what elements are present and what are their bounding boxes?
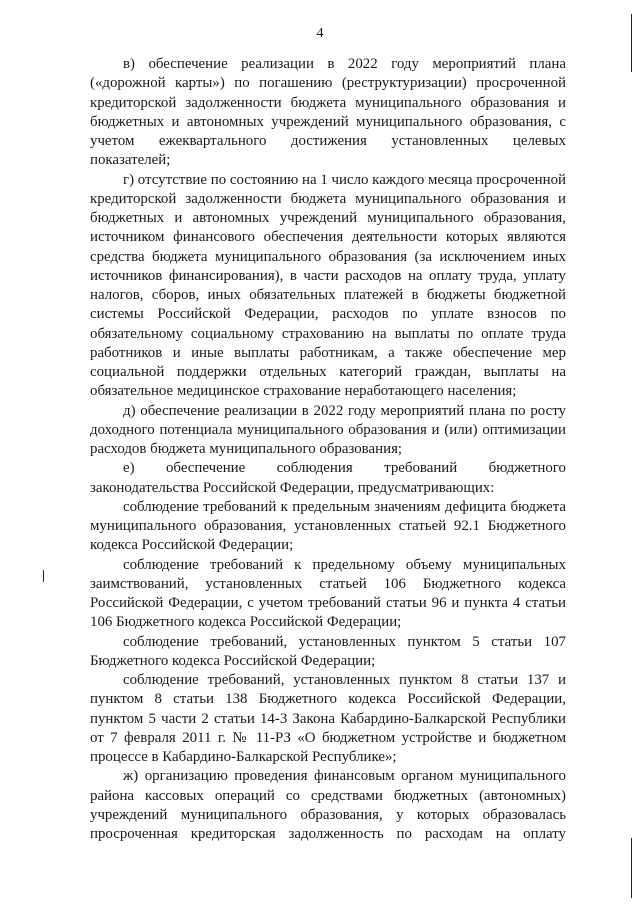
document-body	[90, 55, 566, 844]
paragraph-v: в) обеспечение реализации в 2022 году мероприятий плана («дорожной карты») по погашению (реструктуризации) просроченной кредиторской задолженности бюджета муниципального образования и бюджетных и автономных учреждений муниципального образования, с учетом ежеквартального достижения установленных целевых показателей;	[90, 56, 566, 169]
right-margin-mark-bottom	[631, 838, 632, 898]
paragraph-articles-137-138: соблюдение требований, установленных пунктом 8 статьи 137 и пунктом 8 статьи 138 Бюджетного кодекса Российской Федерации, пунктом 5 части 2 статьи 14-3 Закона Кабардино-Балкарской Республики от 7 февраля 2011 г. № 11-РЗ «О бюджетном устройстве и бюджетном процессе в Кабардино-Балкарской Республике»;	[90, 672, 566, 765]
page-number: 4	[316, 26, 324, 41]
paragraph-d: д) обеспечение реализации в 2022 году мероприятий плана по росту доходного потенциала муниципального образования и (или) оптимизации расходов бюджета муниципального образования;	[90, 402, 566, 457]
left-margin-mark	[43, 570, 44, 582]
paragraph-article-107: соблюдение требований, установленных пунктом 5 статьи 107 Бюджетного кодекса Российской Федерации;	[90, 633, 566, 669]
paragraph-e: е) обеспечение соблюдения требований бюджетного законодательства Российской Федерации, предусматривающих:	[90, 460, 566, 496]
paragraph-deficit-limits: соблюдение требований к предельным значениям дефицита бюджета муниципального образования, установленных статьей 92.1 Бюджетного кодекса Российской Федерации;	[90, 498, 566, 554]
paragraph-borrowing-limits: соблюдение требований к предельному объему муниципальных заимствований, установленных статьей 106 Бюджетного кодекса Российской Федерации, с учетом требований статьи 96 и пункта 4 статьи 106 Бюджетного кодекса Российской Федерации;	[90, 556, 566, 631]
paragraph-zh: ж) организацию проведения финансовым органом муниципального района кассовых операций со средствами бюджетных (автономных) учреждений муниципального образования, у которых образовалась просроченная кредиторская задолженность по расходам на оплату	[90, 768, 566, 842]
paragraph-g: г) отсутствие по состоянию на 1 число каждого месяца просроченной кредиторской задолженности бюджета муниципального образования и бюджетных и автономных учреждений муниципального образования, источником финансового обеспечения деятельности которых являются средства бюджета муниципального образования (за исключением иных источников финансирования), в части расходов на оплату труда, уплату налогов, сборов, иных обязательных платежей в бюджеты бюджетной системы Российской Федерации, расходов по уплате взносов по обязательному социальному страхованию на выплаты по оплате труда работников и иные выплаты работникам, а также обеспечение мер социальной поддержки отдельных категорий граждан, выплаты на обязательное медицинское страхование неработающего населения;	[90, 171, 566, 400]
right-margin-mark-top	[631, 14, 632, 72]
